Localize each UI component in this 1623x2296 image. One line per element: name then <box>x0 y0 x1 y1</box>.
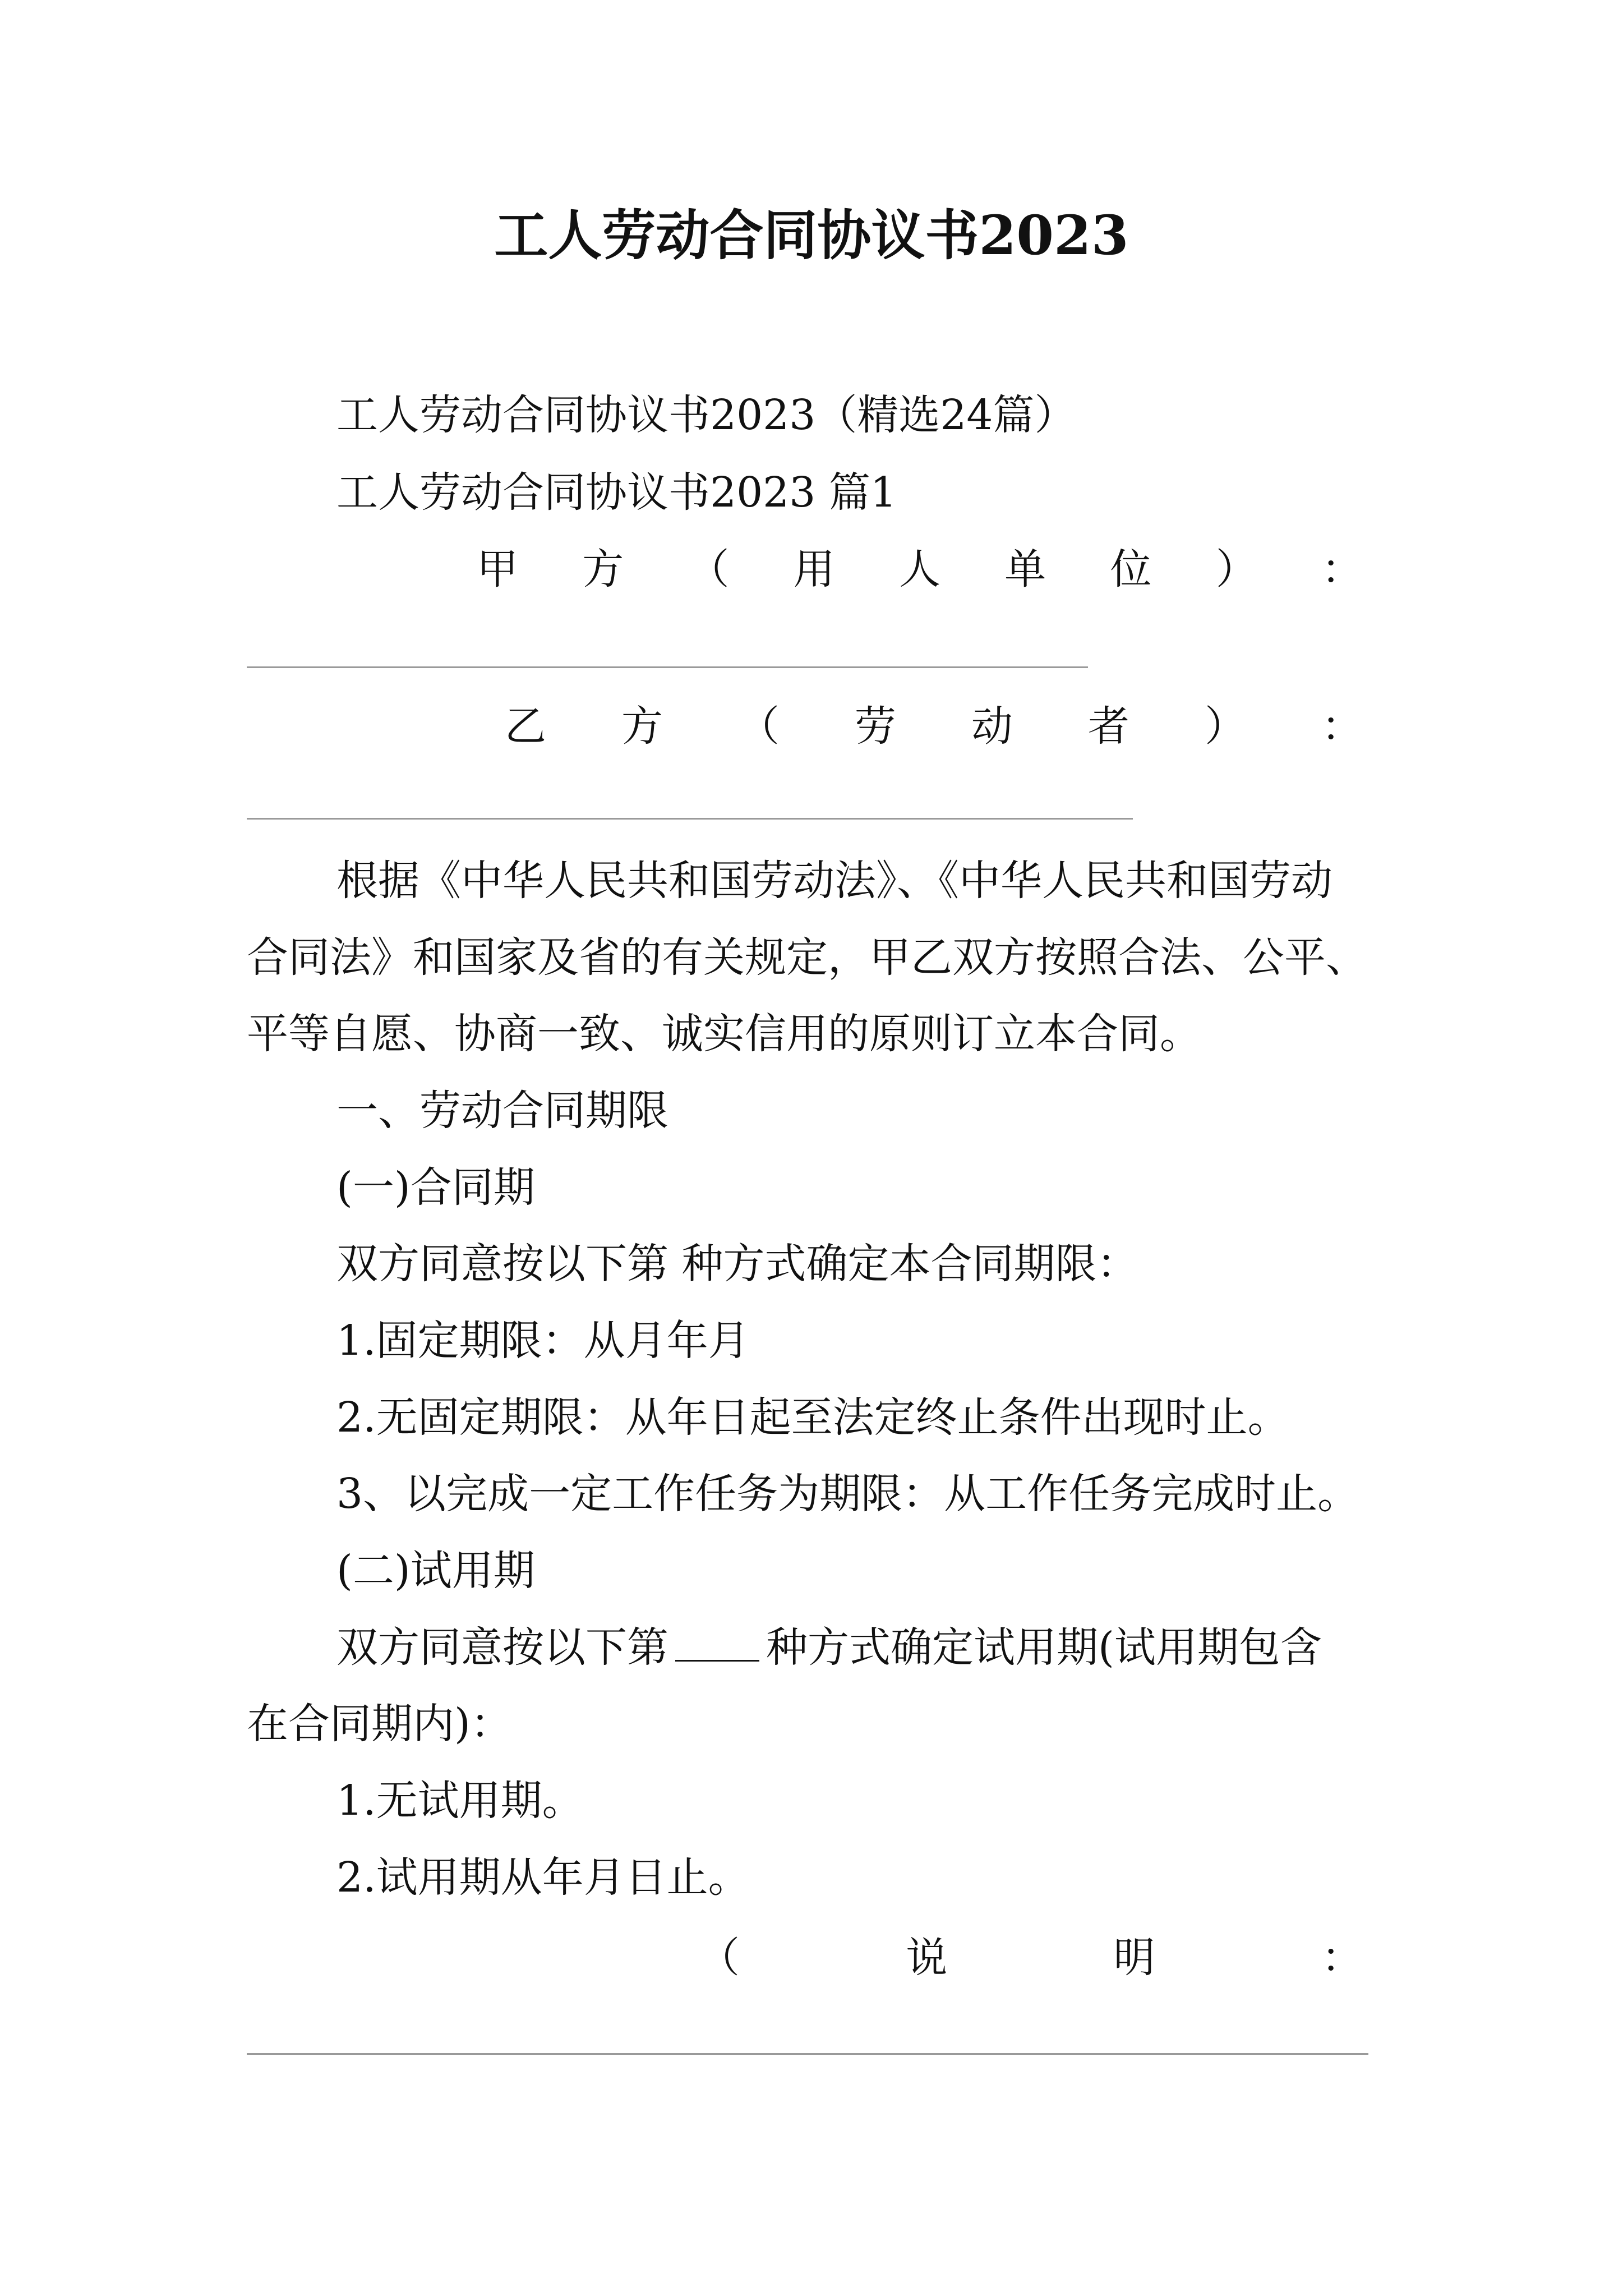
party-a-char: ： <box>1321 545 1363 593</box>
section-heading: 工人劳动合同协议书2023 篇1 <box>336 468 897 517</box>
clause-text: 双方同意按以下第 种方式确定本合同期限： <box>336 1240 1138 1288</box>
note-label <box>698 1930 1363 1986</box>
clause-option: 1.无试用期。 <box>336 1777 584 1825</box>
party-a-char: ） <box>1215 545 1257 593</box>
party-a-char: 人 <box>899 545 940 593</box>
preamble-line: 根据《中华人民共和国劳动法》、《中华人民共和国劳动 <box>336 857 1332 905</box>
party-b-char: 劳 <box>855 702 896 751</box>
party-b-char: 动 <box>971 702 1013 751</box>
clause-subheading: (二)试用期 <box>336 1547 535 1595</box>
note-char: （ <box>698 1934 740 1982</box>
clause-text-part: 双方同意按以下第 <box>336 1623 668 1672</box>
preamble-line: 合同法》和国家及省的有关规定，甲乙双方按照合法、公平、 <box>247 933 1367 982</box>
party-b-char: 乙 <box>505 702 546 751</box>
party-b-char: 者 <box>1088 702 1129 751</box>
party-a-char: 甲 <box>477 545 518 593</box>
document-subtitle: 工人劳动合同协议书2023（精选24篇） <box>336 391 1076 439</box>
document-title: 工人劳动合同协议书2023 <box>494 204 1129 267</box>
clause-option: 1.固定期限：从月年月 <box>336 1317 750 1365</box>
clause-text <box>336 1619 1322 1676</box>
party-a-label <box>477 541 1363 597</box>
party-a-char: 用 <box>793 545 835 593</box>
party-a-char: 方 <box>582 545 624 593</box>
preamble-line: 平等自愿、协商一致、诚实信用的原则订立本合同。 <box>247 1010 1201 1058</box>
party-a-char: 单 <box>1004 545 1046 593</box>
note-char: 明 <box>1113 1934 1155 1982</box>
clause-option: 3、以完成一定工作任务为期限：从工作任务完成时止。 <box>336 1470 1359 1518</box>
party-b-char: （ <box>738 702 780 751</box>
fill-in-blank <box>675 1621 759 1662</box>
clause-subheading: (一)合同期 <box>336 1163 535 1212</box>
clause-text: 在合同期内)： <box>247 1700 512 1748</box>
clause-option: 2.无固定期限：从年日起至法定终止条件出现时止。 <box>336 1393 1289 1442</box>
party-b-char: ： <box>1321 702 1363 751</box>
note-char: 说 <box>906 1934 948 1982</box>
party-b-char: 方 <box>621 702 663 751</box>
party-a-blank-line <box>247 666 1088 668</box>
note-char: ： <box>1321 1934 1363 1982</box>
note-blank-line <box>247 2053 1368 2055</box>
clause-option: 2.试用期从年月日止。 <box>336 1853 750 1902</box>
clause-heading: 一、劳动合同期限 <box>336 1087 668 1135</box>
party-a-char: （ <box>688 545 730 593</box>
party-b-char: ） <box>1205 702 1246 751</box>
party-a-char: 位 <box>1110 545 1152 593</box>
clause-text-part: 种方式确定试用期(试用期包含 <box>766 1623 1322 1672</box>
party-b-label <box>505 698 1363 754</box>
party-b-blank-line <box>247 818 1133 820</box>
